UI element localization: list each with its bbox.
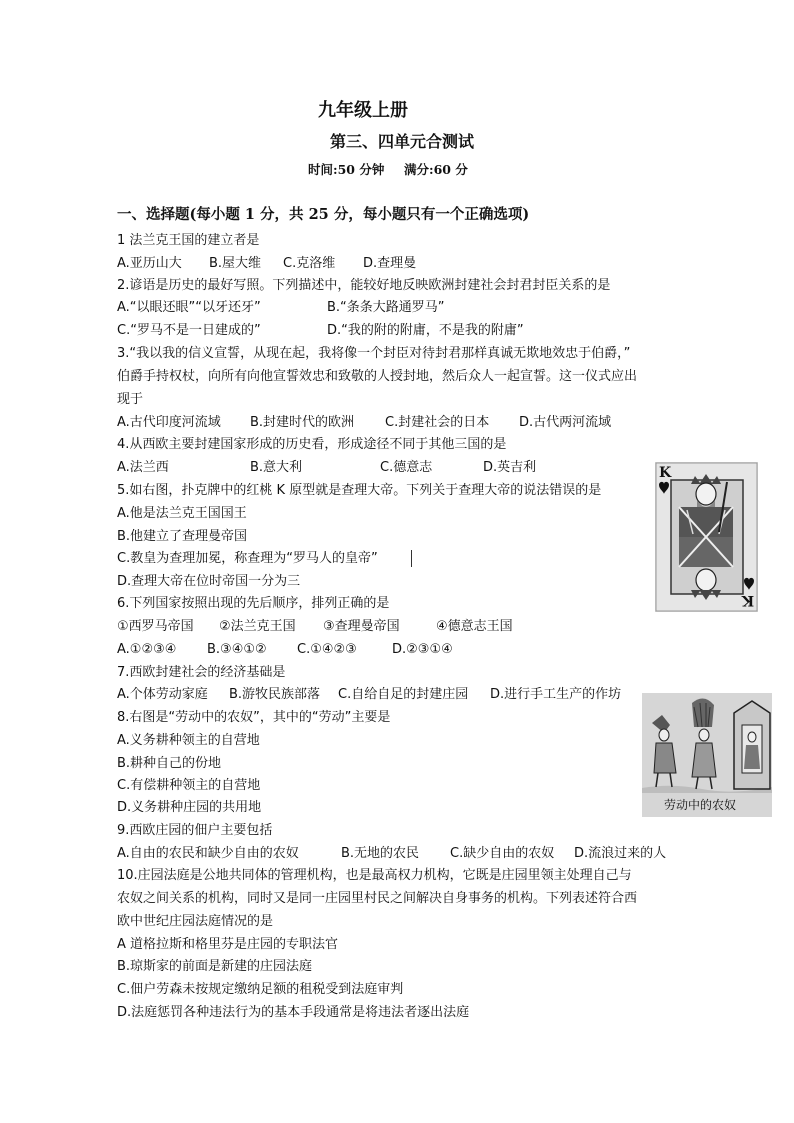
- exam-score: 满分:60 分: [404, 162, 468, 177]
- question-2-stem: 2.谚语是历史的最好写照。下列描述中，能较好地反映欧洲封建社会封君封臣关系的是: [117, 278, 611, 293]
- question-3-line-2: 伯爵手持权杖，向所有向他宣誓效忠和致敬的人授封地，然后众人一起宣誓。这一仪式应出: [117, 369, 638, 384]
- card-corner-letter-top: K: [659, 465, 672, 481]
- q5-option-b: B.他建立了查理曼帝国: [117, 529, 248, 544]
- q10-option-b: B.琼斯家的前面是新建的庄园法庭: [117, 959, 313, 974]
- q8-option-a: A.义务耕种领主的自营地: [117, 733, 260, 748]
- q10-option-a: A 道格拉斯和格里芬是庄园的专职法官: [117, 937, 339, 952]
- q7-option-c: C.自给自足的封建庄园: [338, 687, 469, 702]
- q3-option-d: D.古代两河流域: [519, 415, 612, 430]
- question-1-stem: 1 法兰克王国的建立者是: [117, 233, 260, 248]
- q6-option-c: C.①④②③: [297, 642, 357, 657]
- question-6-stem: 6.下列国家按照出现的先后顺序，排列正确的是: [117, 596, 390, 611]
- card-corner-letter-bottom: K: [742, 592, 755, 608]
- q3-option-b: B.封建时代的欧洲: [250, 415, 355, 430]
- question-3-line-1: 3.“我以我的信义宣誓，从现在起，我将像一个封臣对待封君那样真诚无欺地效忠于伯爵，”: [117, 346, 631, 361]
- q6-item-4: ④德意志王国: [436, 619, 513, 634]
- question-5-stem: 5.如右图，扑克牌中的红桃 K 原型就是查理大帝。下列关于查理大帝的说法错误的是: [117, 483, 602, 498]
- q6-option-b: B.③④①②: [207, 642, 267, 657]
- question-10-line-3: 欧中世纪庄园法庭情况的是: [117, 914, 274, 929]
- q9-option-b: B.无地的农民: [341, 846, 420, 861]
- king-of-hearts-card-image: [655, 462, 758, 612]
- exam-time: 时间:50 分钟: [308, 162, 385, 177]
- question-8-stem: 8.右图是“劳动中的农奴”，其中的“劳动”主要是: [117, 710, 391, 725]
- q8-option-b: B.耕种自己的份地: [117, 756, 222, 771]
- q4-option-d: D.英吉利: [483, 460, 537, 475]
- playing-card-illustration: [655, 462, 758, 612]
- question-4-stem: 4.从西欧主要封建国家形成的历史看，形成途径不同于其他三国的是: [117, 437, 507, 452]
- q2-option-a: A.“以眼还眼”“以牙还牙”: [117, 300, 261, 315]
- q4-option-c: C.德意志: [380, 460, 433, 475]
- q8-option-d: D.义务耕种庄园的共用地: [117, 800, 262, 815]
- q7-option-d: D.进行手工生产的作坊: [490, 687, 622, 702]
- q6-item-3: ③查理曼帝国: [323, 619, 400, 634]
- question-9-stem: 9.西欧庄园的佃户主要包括: [117, 823, 273, 838]
- q7-option-a: A.个体劳动家庭: [117, 687, 208, 702]
- q6-option-a: A.①②③④: [117, 642, 177, 657]
- question-7-stem: 7.西欧封建社会的经济基础是: [117, 665, 286, 680]
- q8-option-c: C.有偿耕种领主的自营地: [117, 778, 261, 793]
- q3-option-a: A.古代印度河流域: [117, 415, 221, 430]
- question-3-line-3: 现于: [117, 392, 144, 407]
- figure-caption: 劳动中的农奴: [664, 798, 737, 812]
- section-heading: 一、选择题(每小题 1 分，共 25 分，每小题只有一个正确选项): [117, 206, 530, 223]
- question-10-line-1: 10.庄园法庭是公地共同体的管理机构，也是最高权力机构，它既是庄园里领主处理自己与: [117, 868, 632, 883]
- q9-option-a: A.自由的农民和缺少自由的农奴: [117, 846, 299, 861]
- question-10-line-2: 农奴之间关系的机构，同时又是同一庄园里村民之间解决自身事务的机构。下列表述符合西: [117, 891, 638, 906]
- q4-option-b: B.意大利: [250, 460, 303, 475]
- q2-option-b: B.“条条大路通罗马”: [327, 300, 445, 315]
- q9-option-d: D.流浪过来的人: [574, 846, 667, 861]
- q6-item-1: ①西罗马帝国: [117, 619, 194, 634]
- q6-item-2: ②法兰克王国: [219, 619, 296, 634]
- q9-option-c: C.缺少自由的农奴: [450, 846, 555, 861]
- q1-option-d: D.查理曼: [363, 256, 417, 271]
- q5-option-a: A.他是法兰克王国国王: [117, 506, 247, 521]
- q2-option-d: D.“我的附的附庸，不是我的附庸”: [327, 323, 524, 338]
- q1-option-a: A.亚历山大: [117, 256, 182, 271]
- q10-option-c: C.佃户劳森未按规定缴纳足额的租税受到法庭审判: [117, 982, 404, 997]
- page-title: 第三、四单元合测试: [330, 132, 475, 151]
- q1-option-b: B.屋大维: [209, 256, 262, 271]
- q2-option-c: C.“罗马不是一日建成的”: [117, 323, 261, 338]
- q5-option-c: C.教皇为查理加冕，称查理为“罗马人的皇帝”: [117, 551, 378, 566]
- q1-option-c: C.克洛维: [283, 256, 336, 271]
- page-grade: 九年级上册: [318, 100, 408, 121]
- q5-option-d: D.查理大帝在位时帝国一分为三: [117, 574, 301, 589]
- q10-option-d: D.法庭惩罚各种违法行为的基本手段通常是将违法者逐出法庭: [117, 1005, 470, 1020]
- q4-option-a: A.法兰西: [117, 460, 169, 475]
- q6-option-d: D.②③①④: [392, 642, 453, 657]
- text-cursor: [411, 550, 412, 567]
- q7-option-b: B.游牧民族部落: [229, 687, 321, 702]
- q3-option-c: C.封建社会的日本: [385, 415, 490, 430]
- serfs-working-image: [642, 693, 772, 817]
